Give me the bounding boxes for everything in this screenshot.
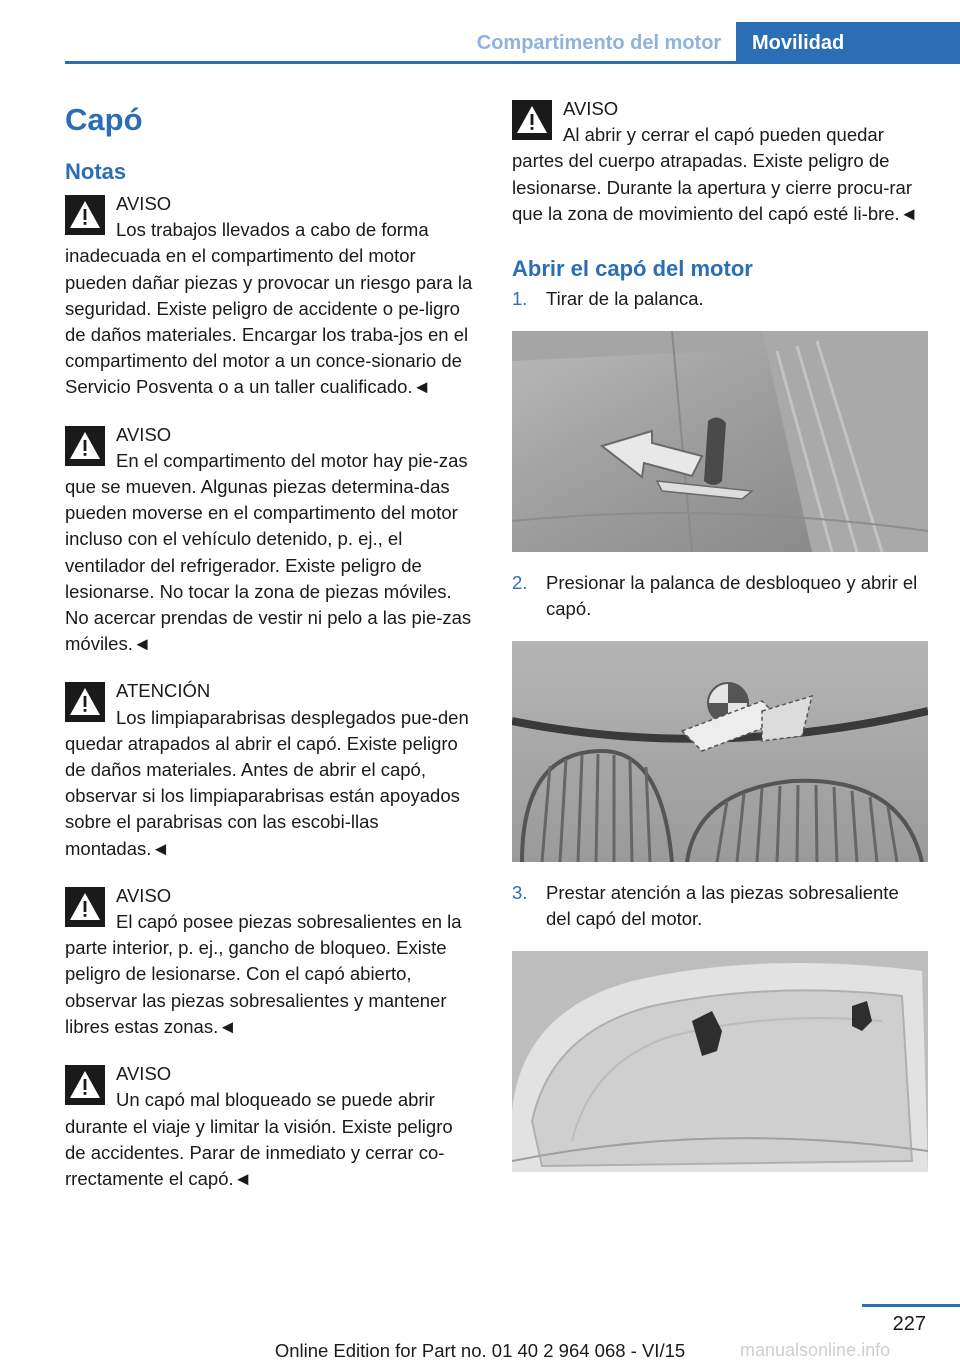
warning-label: AVISO (563, 98, 619, 119)
warning-text: En el compartimento del motor hay pie-zas que se mueven. Algunas piezas determina-das pueden moverse en el compartimento del motor incluso con el vehículo detenido, p. ej., el ventilador del refrigerador. Existe peligro de lesionarse. No tocar la zona de piezas móviles. No acercar prendas de vestir ni pelo a las pie-zas móviles. (65, 449, 472, 655)
warning-block (65, 191, 478, 401)
section-heading: Abrir el capó del motor (512, 256, 753, 282)
warning-triangle-icon (65, 195, 105, 235)
warning-text: El capó posee piezas sobresalientes en la parte interior, p. ej., gancho de bloqueo. Existe peligro de lesionarse. Con el capó abierto, observar las piezas sobresalientes y mantener libres estas zonas. (65, 911, 462, 1037)
step-number: 2. (512, 571, 528, 593)
lever-photo (512, 331, 928, 552)
end-marker: ◄ (233, 1167, 252, 1189)
warning-label: AVISO (116, 884, 172, 906)
right-column (512, 96, 928, 1190)
end-marker: ◄ (899, 202, 919, 224)
warning-triangle-icon (512, 100, 552, 140)
warning-triangle-icon (65, 887, 105, 927)
warning-text: Los trabajos llevados a cabo de forma inadecuada en el compartimento del motor pueden dañar piezas y provocar un riesgo para la seguridad. Existe peligro de accidente o pe-ligro de daños materiales. Encargar los traba-jos en el compartimento del motor a un conce-sionario de Servicio Posventa o a un taller cualificado. (65, 219, 473, 398)
warning-block (65, 422, 478, 658)
step-item (512, 880, 928, 933)
warning-label: AVISO (116, 193, 172, 214)
end-marker: ◄ (412, 376, 431, 398)
step-text: Tirar de la palanca. (546, 288, 704, 310)
warning-triangle-icon (65, 426, 105, 466)
warning-block (512, 96, 928, 227)
caution-label: ATENCIÓN (116, 680, 211, 702)
edition-text: Online Edition for Part no. 01 40 2 964 068 - VI/15 (274, 1340, 686, 1361)
watermark-text: manualsonline.info (740, 1340, 891, 1360)
warning-label: AVISO (116, 423, 172, 445)
step-number: 3. (512, 881, 528, 903)
notes-heading: Notas (65, 159, 127, 184)
hood-underside-photo (512, 951, 928, 1172)
header-rule (65, 61, 960, 64)
page-number: 227 (892, 1313, 926, 1335)
warning-block (65, 1061, 478, 1192)
release-lever-photo (512, 641, 928, 862)
caution-text: Los limpiaparabrisas desplegados pue-den quedar atrapados al abrir el capó. Existe peligro de daños materiales. Antes de abrir el capó, observar si los limpiaparabrisas están apoyados sobre el parabrisas con las escobi-llas montadas. (65, 706, 469, 859)
end-marker: ◄ (218, 1015, 237, 1037)
end-marker: ◄ (151, 837, 170, 859)
step-item (512, 286, 928, 313)
footer-rule (862, 1304, 960, 1307)
warning-text: Al abrir y cerrar el capó pueden quedar partes del cuerpo atrapadas. Existe peligro de lesionarse. Durante la apertura y cierre procu-rar que la zona de movimiento del capó esté li-bre. (512, 124, 912, 224)
warning-label: AVISO (116, 1063, 172, 1085)
left-column (65, 96, 478, 1213)
end-marker: ◄ (132, 633, 152, 655)
step-text: Presionar la palanca de desbloqueo y abrir el capó. (546, 571, 918, 620)
step-number: 1. (512, 288, 528, 310)
warning-text: Un capó mal bloqueado se puede abrir durante el viaje y limitar la visión. Existe peligro de accidentes. Parar de inmediato y cerrar co-rrectamente el capó. (65, 1089, 453, 1189)
page-title: Capó (65, 102, 143, 137)
warning-triangle-icon (65, 1065, 105, 1105)
caution-block (65, 678, 478, 861)
step-text: Prestar atención a las piezas sobresaliente del capó del motor. (546, 881, 899, 930)
running-header-chapter: Movilidad (736, 22, 960, 64)
step-item (512, 570, 928, 623)
warning-triangle-icon (65, 682, 105, 722)
running-header-section: Compartimento del motor (476, 31, 722, 54)
warning-block (65, 883, 478, 1040)
